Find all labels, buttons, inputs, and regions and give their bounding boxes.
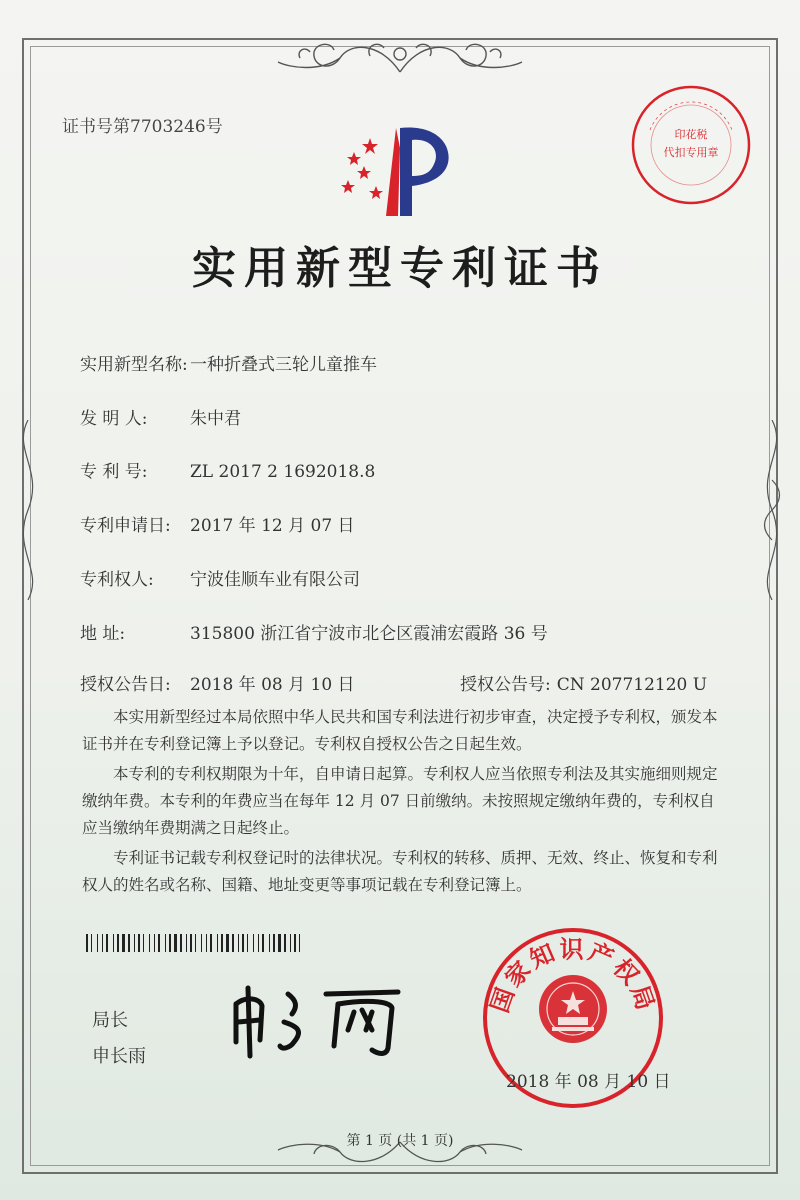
inventor-label: 发 明 人: [80, 409, 148, 429]
barcode-bar [299, 934, 300, 952]
barcode-bar [221, 934, 223, 952]
barcode-bar [113, 934, 114, 952]
inventor-value: 朱中君 [190, 409, 241, 429]
filing-date-value: 2017 年 12 月 07 日 [190, 516, 355, 536]
barcode-bar [201, 934, 202, 952]
inventor-row [80, 404, 241, 429]
director-signature [222, 970, 422, 1060]
barcode-bar [294, 934, 296, 952]
barcode-bar [122, 934, 125, 952]
seal-text: 国家知识产权局 [485, 935, 661, 1017]
patentee-row [80, 565, 360, 590]
seal-date: 2018 年 08 月 10 日 [506, 1072, 671, 1092]
body-paragraph-3: 专利证书记载专利权登记时的法律状况。专利权的转移、质押、无效、终止、恢复和专利权人的姓名或名称、国籍、地址变更等事项记载在专利登记簿上。 [82, 849, 718, 894]
patent-number-row [80, 457, 375, 482]
tax-stamp-seal [628, 82, 754, 208]
barcode-bar [253, 934, 254, 952]
barcode-bar [154, 934, 155, 952]
patentee-label: 专利权人: [80, 570, 154, 590]
barcode-bar [232, 934, 234, 952]
certificate-number: 证书号第7703246号 [62, 117, 223, 137]
certificate-title: 实用新型专利证书 [192, 243, 608, 294]
left-ornament [8, 420, 48, 600]
patentee-value: 宁波佳顺车业有限公司 [190, 570, 360, 590]
patent-number-value: ZL 2017 2 1692018.8 [190, 462, 376, 482]
filing-date-label: 专利申请日: [80, 516, 171, 536]
barcode-bar [238, 934, 239, 952]
barcode-bar [273, 934, 275, 952]
utility-name-value: 一种折叠式三轮儿童推车 [190, 355, 377, 375]
barcode-bar [169, 934, 171, 952]
barcode-bar [106, 934, 108, 952]
barcode-bar [290, 934, 291, 952]
barcode-bar [134, 934, 135, 952]
barcode-bar [186, 934, 187, 952]
patent-number-label: 专 利 号: [80, 462, 148, 482]
barcode-bar [269, 934, 270, 952]
barcode-bar [91, 934, 92, 952]
barcode-bar [258, 934, 259, 952]
top-ornament [270, 32, 530, 78]
barcode-bar [262, 934, 264, 952]
barcode-bar [165, 934, 166, 952]
grant-date-row [80, 670, 355, 695]
barcode-bar [278, 934, 281, 952]
director-name: 申长雨 [92, 1046, 146, 1067]
right-ornament [752, 420, 792, 600]
barcode-bar [143, 934, 144, 952]
utility-name-label: 实用新型名称: [80, 355, 188, 375]
barcode-bar [158, 934, 160, 952]
barcode-bar [206, 934, 207, 952]
barcode-bar [217, 934, 218, 952]
utility-name-row [80, 350, 377, 375]
barcode-bar [138, 934, 140, 952]
barcode-bar [117, 934, 119, 952]
certificate-body [82, 704, 722, 902]
barcode-bar [242, 934, 244, 952]
barcode-bar [97, 934, 98, 952]
barcode-bar [180, 934, 182, 952]
page-number: 第 1 页 (共 1 页) [346, 1133, 454, 1149]
cnipa-logo [336, 118, 466, 218]
address-value: 315800 浙江省宁波市北仑区霞浦宏霞路 36 号 [190, 624, 548, 644]
body-paragraph-1: 本实用新型经过本局依照中华人民共和国专利法进行初步审查，决定授予专利权，颁发本证书并在专利登记簿上予以登记。专利权自授权公告之日起生效。 [82, 708, 718, 753]
director-title: 局长 [92, 1010, 128, 1031]
svg-text:代扣专用章: 代扣专用章 [663, 146, 719, 159]
grant-number-value: CN 207712120 U [556, 675, 708, 695]
grant-number-label: 授权公告号: [460, 675, 551, 695]
barcode-bar [210, 934, 212, 952]
barcode-bar [174, 934, 177, 952]
barcode-bar [149, 934, 150, 952]
barcode-bar [86, 934, 88, 952]
barcode-bar [102, 934, 103, 952]
barcode-bar [247, 934, 248, 952]
address-label: 地 址: [80, 624, 126, 644]
body-paragraph-2: 本专利的专利权期限为十年，自申请日起算。专利权人应当依照专利法及其实施细则规定缴纳年费。本专利的年费应当在每年 12 月 07 日前缴纳。未按照规定缴纳年费的，专利权自应当缴纳年费期满之日起终止。 [82, 765, 718, 837]
grant-number-row [460, 670, 707, 695]
barcode-bar [190, 934, 192, 952]
svg-text:印花税: 印花税 [674, 128, 708, 141]
barcode [86, 934, 302, 952]
barcode-bar [284, 934, 286, 952]
grant-date-value: 2018 年 08 月 10 日 [190, 675, 355, 695]
grant-date-label: 授权公告日: [80, 675, 171, 695]
barcode-bar [128, 934, 130, 952]
address-row [80, 619, 548, 644]
barcode-bar [195, 934, 196, 952]
filing-date-row [80, 511, 355, 536]
barcode-bar [226, 934, 229, 952]
